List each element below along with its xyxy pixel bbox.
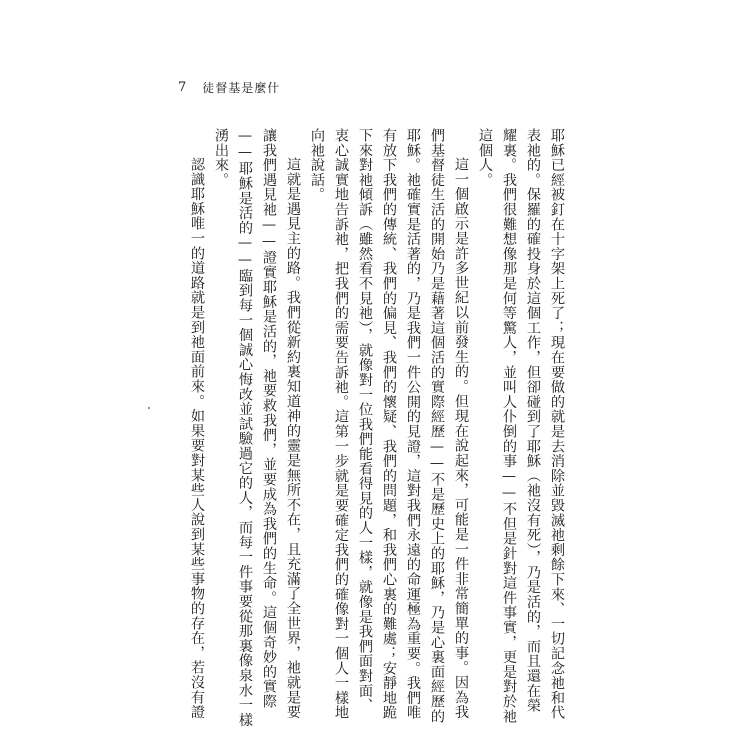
running-title: 徒督基是麼什 [202, 80, 281, 95]
text-column: 這就是遇見主的路。我們從新約裏知道神的靈是無所不在，且充滿了全世界，祂就是要 [285, 157, 301, 720]
text-column: 有放下我們的傳統、我們的偏見、我們的懷疑、我們的問題，和我們心裏的難處；安靜地跪 [381, 128, 397, 720]
text-column: 讓我們遇見祂——證實耶穌是活的，祂要救我們，並要成為我們的生命。這個奇妙的實際 [261, 128, 277, 709]
text-column: 耶穌已經被釘在十字架上死了；現在要做的就是去消除並毀滅祂剩餘下來、一切記念祂和代 [549, 128, 565, 720]
text-column: 向祂說話。 [309, 128, 325, 202]
text-column: 這個人。 [477, 128, 493, 188]
text-column: 湧出來。 [213, 128, 229, 188]
text-column: 耶穌。祂確實是活著的，乃是我們一件公開的見證，這對我們永遠的命運極為重要。我們唯 [405, 128, 421, 720]
text-column: 下來對祂傾訴（雖然看不見祂），就像對一位我們能看得見的人一樣，就像是我們面對面、 [357, 128, 373, 713]
page-number: 7 [178, 79, 187, 95]
text-column: 們基督徒生活的開始乃是藉著這個活的實際經歷——不是歷史上的耶穌，乃是心裏面經歷的 [429, 128, 445, 724]
text-column: 表祂的。保羅的確投身於這個工作，但卻碰到了耶穌（祂沒有死），乃是活的，而且還在榮 [525, 128, 541, 713]
text-column: 耀裏。我們很難想像那是何等驚人，並叫人仆倒的事——不但是針對這件事實，更是對於祂 [501, 128, 517, 724]
text-column: 這一個啟示是許多世紀以前發生的。但現在說起來，可能是一件非常簡單的事。因為我 [453, 157, 469, 720]
text-column: ——耶穌是活的——臨到每一個誠心悔改並試驗過它的人，而每一件事要從那裏像泉水一樣 [237, 128, 253, 728]
page-header [178, 80, 280, 94]
text-column: 認識耶穌唯一的道路就是到祂面前來。如果要對某些人說到某些事物的存在，若沒有證 [189, 157, 205, 720]
scan-speck [148, 407, 150, 409]
text-column: 衷心誠實地告訴祂，把我們的需要告訴祂。這第一步就是要確定我們的確像對一個人一樣地 [333, 128, 349, 720]
